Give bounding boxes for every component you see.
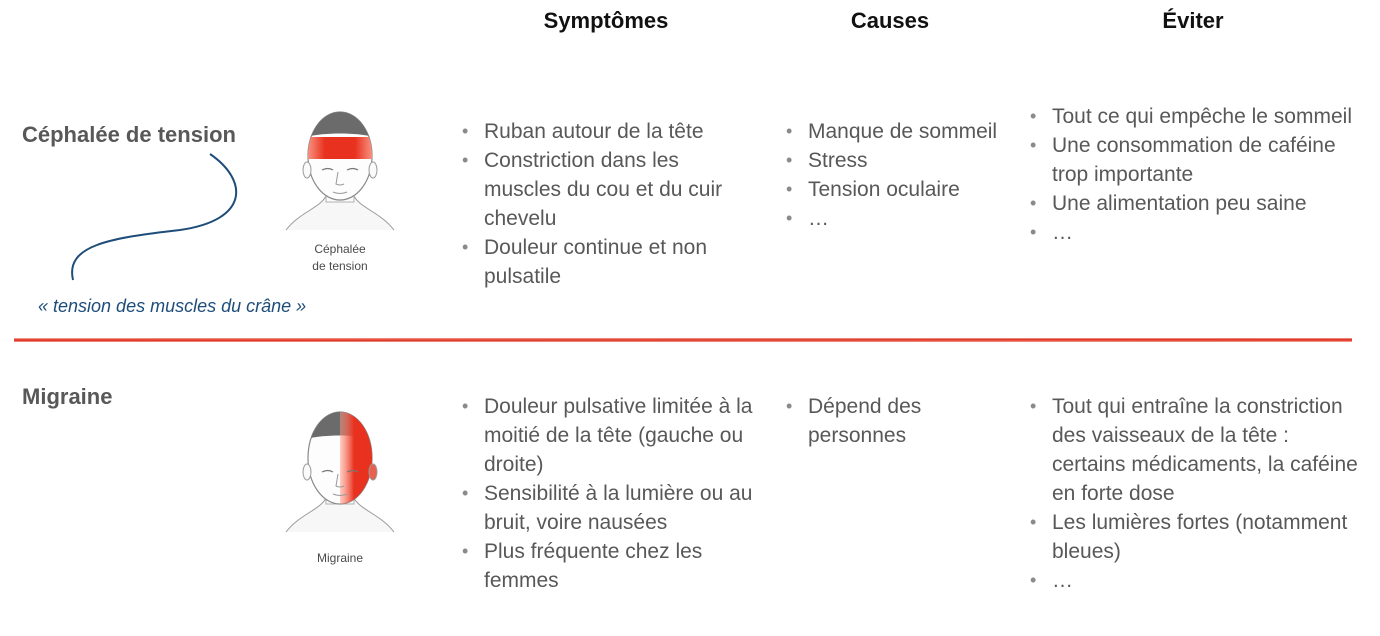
tension-causes-list <box>784 117 999 233</box>
list-item: • Ruban autour de la tête <box>460 117 750 146</box>
tension-headache-caption-line-2: de tension <box>312 259 368 273</box>
annotation-curve <box>60 150 250 285</box>
list-item: • Stress <box>784 146 999 175</box>
list-item: • Douleur pulsative limitée à la moitié de la tête (gauche ou droite) <box>460 392 755 479</box>
row-title-tension-headache: Céphalée de tension <box>22 122 236 147</box>
list-item: • Douleur continue et non pulsatile <box>460 233 750 291</box>
list-item: • Tout ce qui empêche le sommeil <box>1028 102 1363 131</box>
tension-symptoms-list <box>460 117 750 291</box>
migraine-causes-list <box>784 392 984 450</box>
migraine-avoid-list <box>1028 392 1363 595</box>
row-title-migraine: Migraine <box>22 384 113 409</box>
migraine-caption-line-1: Migraine <box>316 551 364 565</box>
tension-headache-caption-line-1: Céphalée <box>314 242 366 256</box>
list-item: • Sensibilité à la lumière ou au bruit, voire nausées <box>460 479 755 537</box>
list-item: • … <box>1028 218 1363 247</box>
list-item: • Les lumières fortes (notamment bleues) <box>1028 508 1363 566</box>
tension-annotation: « tension des muscles du crâne » <box>38 296 307 316</box>
row-divider <box>14 335 1352 345</box>
column-header-causes: Causes <box>850 8 930 33</box>
list-item: • Tension oculaire <box>784 175 999 204</box>
migraine-symptoms-list <box>460 392 755 595</box>
column-header-avoid: Éviter <box>1162 8 1224 33</box>
list-item: • … <box>784 204 999 233</box>
migraine-head-icon <box>282 404 398 536</box>
list-item: • Une consommation de caféine trop importante <box>1028 131 1363 189</box>
tension-avoid-list <box>1028 102 1363 247</box>
tension-headache-head-icon <box>282 104 398 232</box>
list-item: • Dépend des personnes <box>784 392 984 450</box>
list-item: • Constriction dans les muscles du cou et du cuir chevelu <box>460 146 750 233</box>
column-header-symptoms: Symptômes <box>543 8 669 33</box>
list-item: • Tout qui entraîne la constriction des vaisseaux de la tête : certains médicaments, la caféine en forte dose <box>1028 392 1363 508</box>
migraine-caption <box>290 550 390 567</box>
list-item: • … <box>1028 566 1363 595</box>
list-item: • Plus fréquente chez les femmes <box>460 537 755 595</box>
list-item: • Une alimentation peu saine <box>1028 189 1363 218</box>
list-item: • Manque de sommeil <box>784 117 999 146</box>
tension-headache-caption <box>290 241 390 275</box>
